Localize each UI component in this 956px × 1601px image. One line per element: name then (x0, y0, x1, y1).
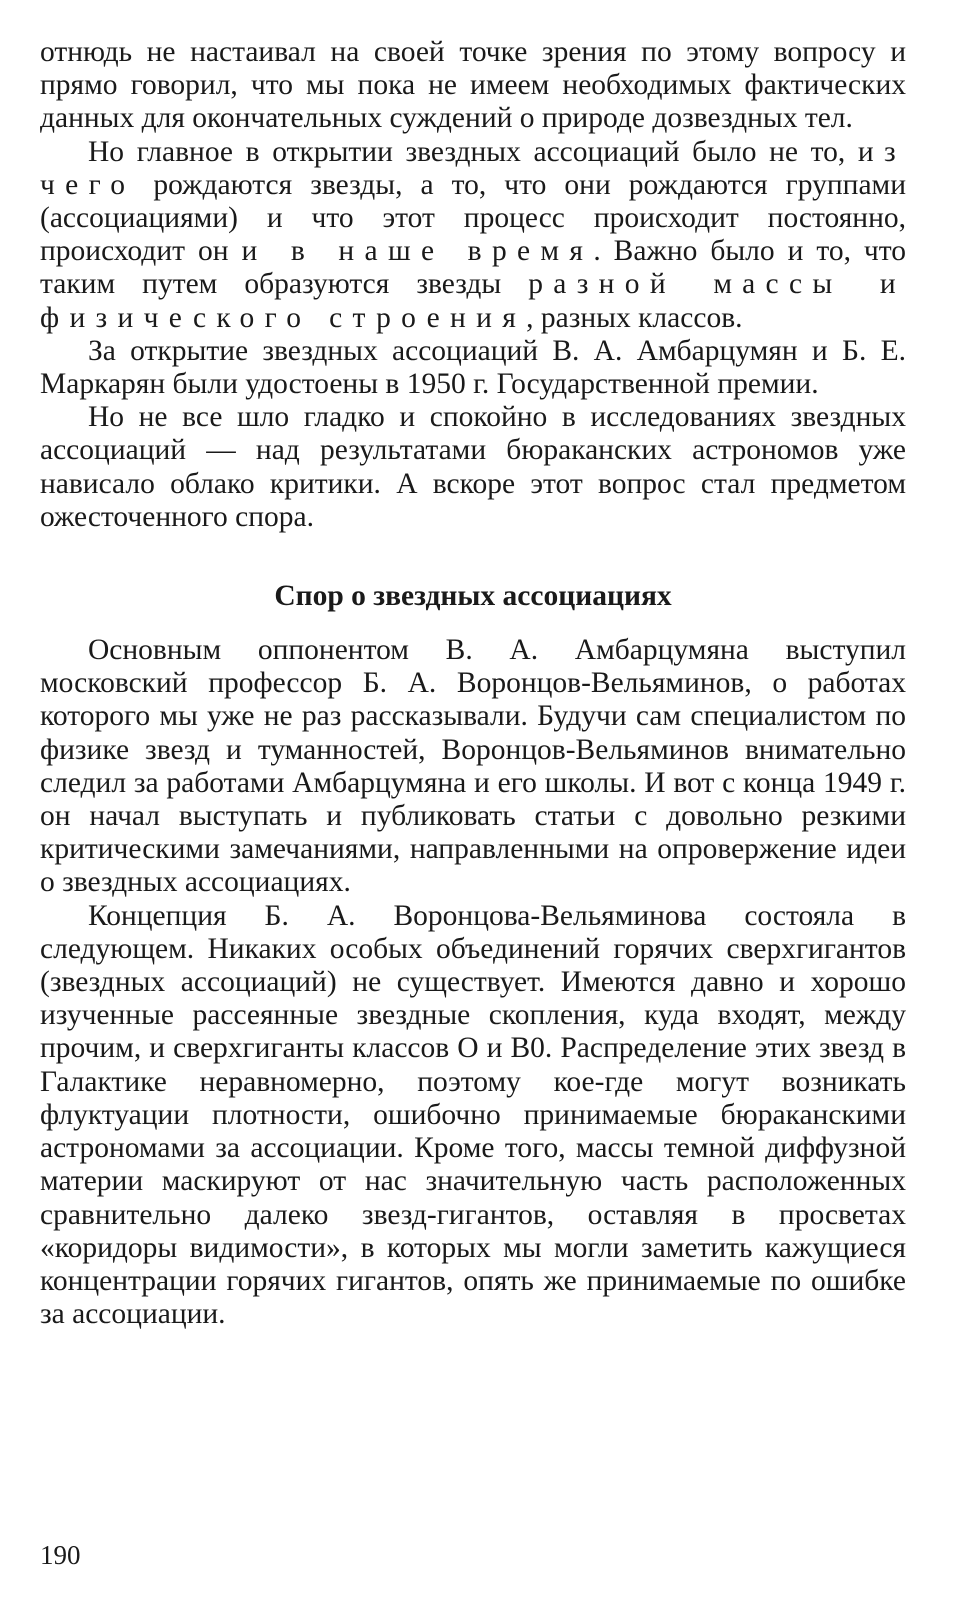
paragraph (40, 401, 906, 534)
paragraph (40, 900, 906, 1332)
paragraph (40, 335, 906, 401)
emphasized-text: из чего (40, 135, 906, 201)
book-page (40, 36, 906, 1331)
paragraph (40, 136, 906, 335)
paragraph-text: Концепция Б. А. Воронцова-Вельяминова состояла в следующем. Никаких особых объединений горячих сверхгигантов (звездных ассоциаций) не существует. Имеются давно и хорошо изученные рассеянные звездные скопления, куда входят, между прочим, и сверхгиганты классов О и В0. Распределение этих звезд в Галактике неравномерно, поэтому кое-где могут возникать флуктуации плотности, ошибочно принимаемые бюраканскими астрономами за ассоциации. Кроме того, массы темной диффузной материи маскируют от нас значительную часть расположенных сравнительно далеко звезд-гигантов, оставляя в просветах «коридоры видимости», в которых мы могли заметить кажущиеся концентрации горячих гигантов, опять же принимаемые по ошибке за ассоциации. (40, 899, 906, 1331)
paragraph (40, 36, 906, 136)
paragraph-text: отнюдь не настаивал на своей точке зрения по этому вопросу и прямо говорил, что мы пока не имеем необходимых фактических данных для окончательных суждений о природе дозвездных тел. (40, 36, 906, 135)
section-heading: Спор о звездных ассоциациях (274, 580, 672, 613)
paragraph-text: За открытие звездных ассоциаций В. А. Амбарцумян и Б. Е. Маркарян были удостоены в 1950 г. Государственной премии. (40, 334, 906, 401)
paragraph-text: Основным оппонентом В. А. Амбарцумяна выступил московский профессор Б. А. Воронцов-Вельяминов, о работах которого мы уже не раз рассказывали. Будучи сам специалистом по физике звезд и туманностей, Воронцов-Вельяминов внимательно следил за работами Амбарцумяна и его школы. И вот с конца 1949 г. он начал выступать и публиковать статьи с довольно резкими критическими замечаниями, направленными на опровержение идеи о звездных ассоциациях. (40, 634, 906, 899)
emphasized-text: и в наше время (241, 235, 594, 268)
page-number: 190 (40, 1540, 81, 1570)
paragraph (40, 634, 906, 900)
body-text-after-heading (40, 634, 906, 1331)
body-text-before-heading (40, 36, 906, 534)
paragraph-text: Но не все шло гладко и спокойно в исследованиях звездных ассоциаций — над результатами бюраканских астрономов уже нависало облако критики. А вскоре этот вопрос стал предметом ожесточенного спора. (40, 401, 906, 533)
paragraph-text: рождаются звезды, а то, что они рождаются группами (ассоциациями) и что этот процесс происходит постоянно, происходит он (40, 168, 906, 268)
paragraph-text: , разных классов. (526, 301, 743, 334)
paragraph-text: . Важно было и то, что таким путем образуются звезды (40, 235, 907, 301)
paragraph-text: Но главное в открытии звездных ассоциаций было не то, (88, 135, 858, 168)
emphasized-text: разной массы и физического строения (40, 268, 906, 334)
